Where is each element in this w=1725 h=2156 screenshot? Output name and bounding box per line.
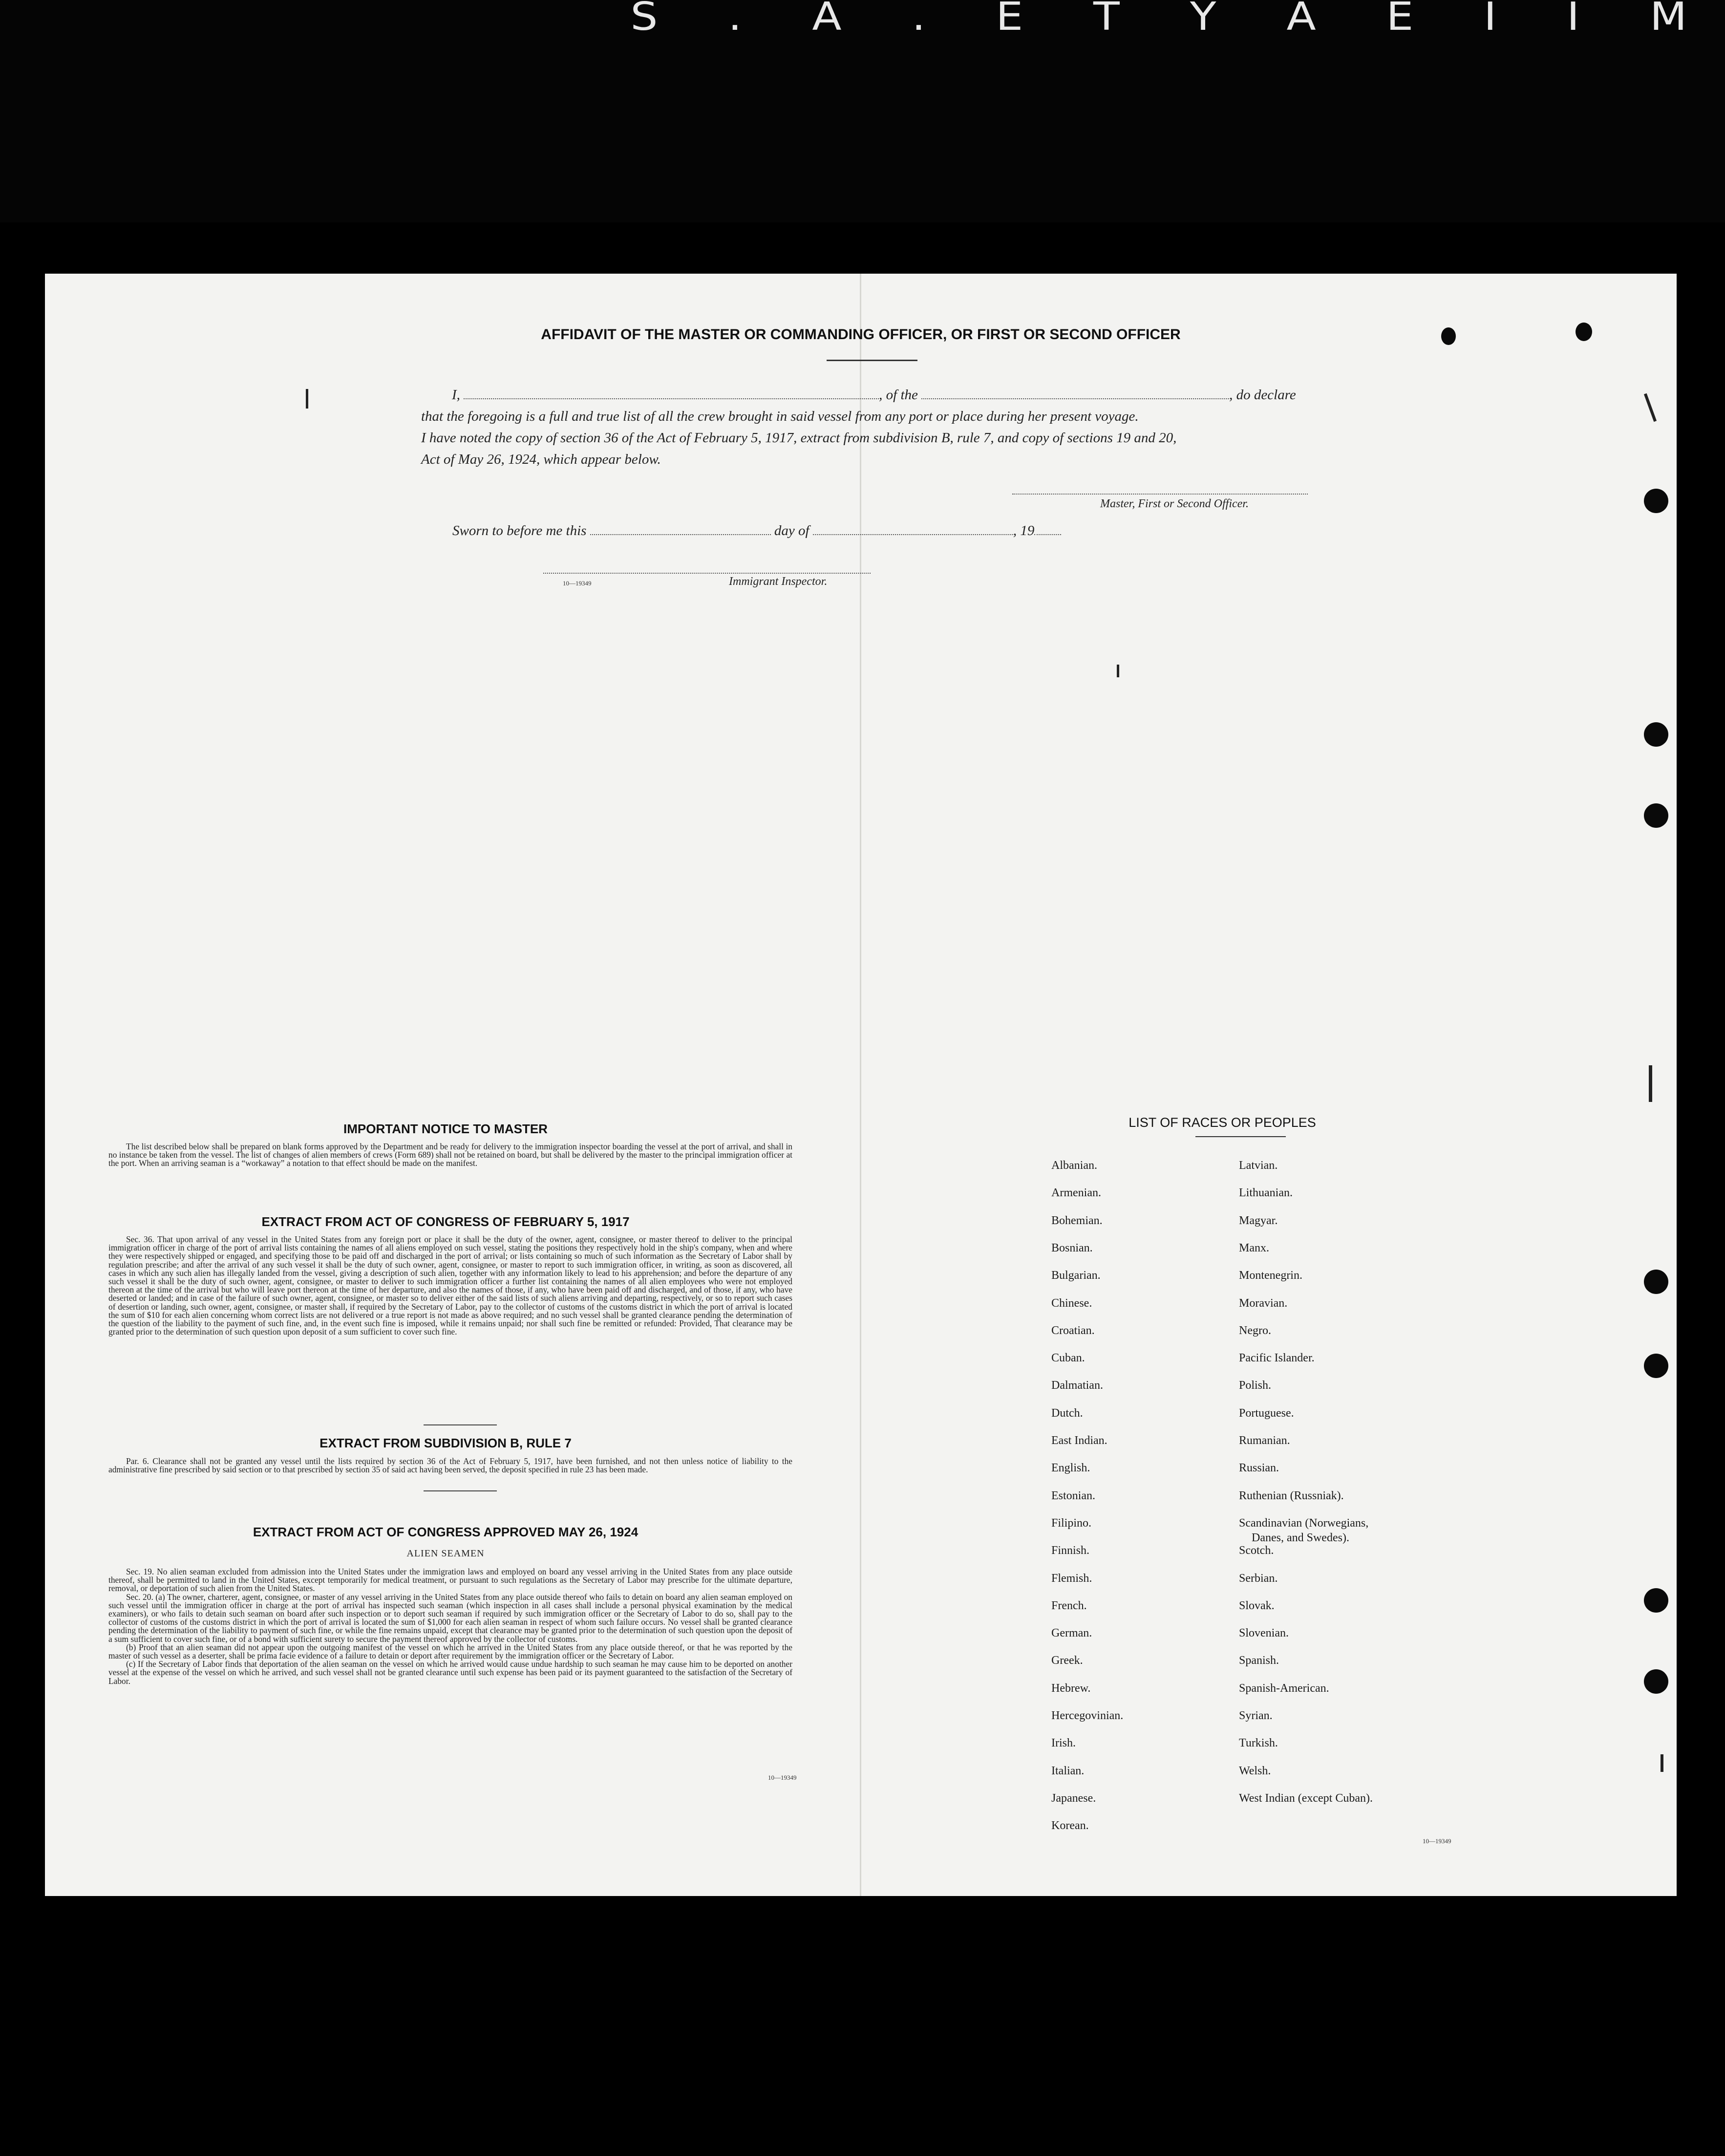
race-item: Armenian. xyxy=(1051,1186,1101,1199)
race-item: Japanese. xyxy=(1051,1792,1096,1805)
title-rule xyxy=(1195,1136,1286,1137)
scan-mark xyxy=(1649,1065,1652,1102)
act-1924-paragraph: (b) Proof that an alien seaman did not appear upon the outgoing manifest of the vessel on which he arrived in the United States from any place outside thereof, or that he was reported by the master of such vessel as a deserter, shall be prima facie evidence of a failure to detain or deport after requirement by the immigration officer or the Secretary of Labor. xyxy=(108,1642,792,1661)
race-item: Estonian. xyxy=(1051,1489,1095,1502)
affidavit-line1-mid: , of the xyxy=(879,387,918,403)
race-item: Magyar. xyxy=(1239,1214,1278,1227)
race-item: German. xyxy=(1051,1627,1092,1639)
act-1924-title: EXTRACT FROM ACT OF CONGRESS APPROVED MAY 26, 1924 xyxy=(253,1525,639,1539)
race-item: Negro. xyxy=(1239,1324,1271,1337)
inspector-signature-line xyxy=(543,573,871,574)
scan-mark xyxy=(306,389,308,409)
race-item: Ruthenian (Russniak). xyxy=(1239,1489,1344,1502)
film-header-text: S . A . E T Y A E I I M xyxy=(630,0,1715,39)
race-item: Spanish. xyxy=(1239,1654,1279,1667)
race-item: Latvian. xyxy=(1239,1159,1278,1172)
rule-7-paragraph: Par. 6. Clearance shall not be granted any vessel until the lists required by section 36 of the Act of February 5, 1917, have been furnished, and not then unless notice of liability to the administrative fine prescribed by said section or to that prescribed by section 35 of said act having been served, the deposit specified in rule 23 has been made. xyxy=(108,1456,792,1475)
affidavit-line-3: I have noted the copy of section 36 of the Act of February 5, 1917, extract from subdivision B, rule 7, and copy of sections 19 and 20, xyxy=(421,430,1177,446)
race-item: Portuguese. xyxy=(1239,1407,1294,1420)
alien-seamen-subtitle: ALIEN SEAMEN xyxy=(406,1548,485,1559)
notice-title: IMPORTANT NOTICE TO MASTER xyxy=(343,1121,548,1136)
sworn-year: , 19 xyxy=(1013,523,1035,539)
race-item: Greek. xyxy=(1051,1654,1083,1667)
sworn-month-blank xyxy=(813,523,1013,535)
act-1924-paragraph: Sec. 19. No alien seaman excluded from admission into the United States under the immigration laws and employed on board any vessel arriving in the United States from any place outside thereof, shall be permitted to land in the United States, except temporarily for medical treatment, or pursuant to such regulations as the Secretary of Labor may prescribe for the ultimate departure, removal, or deportation of such alien from the United States. xyxy=(108,1567,792,1594)
sworn-day-blank xyxy=(590,523,771,535)
section-rule xyxy=(424,1424,497,1425)
race-item: Montenegrin. xyxy=(1239,1269,1302,1282)
scan-mark xyxy=(1644,393,1657,422)
vessel-blank xyxy=(921,388,1229,399)
act-1917-body xyxy=(108,1235,792,1336)
race-item: Chinese. xyxy=(1051,1297,1092,1310)
race-item: Slovenian. xyxy=(1239,1627,1289,1639)
race-item: Bosnian. xyxy=(1051,1242,1093,1254)
race-item: Croatian. xyxy=(1051,1324,1095,1337)
race-item: Korean. xyxy=(1051,1819,1089,1832)
race-item: Dalmatian. xyxy=(1051,1379,1103,1392)
act-1924-paragraph: Sec. 20. (a) The owner, charterer, agent, consignee, or master of any vessel arriving in the United States from any place outside thereof who fails to detain on board any alien seaman employed on such vessel until the immigration officer in charge at the port of arrival has inspected such seaman (which inspection in all cases shall include a personal physical examination by the medical examiners), or who fails to detain such seaman on board after such inspection or to deport such seaman if required by such immigration officer or the Secretary of Labor to do so, shall pay to the collector of customs of the customs district in which the port of arrival is located the sum of $1,000 for each alien seaman in respect of whom such failure occurs. No vessel shall be granted clearance pending the determination of the liability to payment of such fine, or while the fine remains unpaid, except that clearance may be granted prior to the determination of such question upon the deposit of a sum sufficient to cover such fine, or of a bond with sufficient surety to secure the payment thereof approved by the collector of customs. xyxy=(108,1592,792,1644)
binder-hole-icon xyxy=(1644,1669,1668,1694)
act-1917-title: EXTRACT FROM ACT OF CONGRESS OF FEBRUARY 5, 1917 xyxy=(261,1214,630,1229)
race-item: Hebrew. xyxy=(1051,1682,1091,1695)
scan-mark xyxy=(1661,1754,1663,1772)
race-item: Irish. xyxy=(1051,1737,1076,1749)
master-signature-line xyxy=(1012,494,1308,495)
race-item: Russian. xyxy=(1239,1462,1279,1474)
race-item: French. xyxy=(1051,1599,1087,1612)
notice-body xyxy=(108,1143,792,1168)
race-item: Scotch. xyxy=(1239,1544,1274,1557)
race-item: Pacific Islander. xyxy=(1239,1352,1315,1364)
microfilm-strip xyxy=(0,0,1725,222)
binder-hole-icon xyxy=(1644,489,1668,513)
race-item: Finnish. xyxy=(1051,1544,1090,1557)
name-blank xyxy=(464,388,879,399)
race-item: Bohemian. xyxy=(1051,1214,1103,1227)
race-item: Cuban. xyxy=(1051,1352,1085,1364)
affidavit-title: AFFIDAVIT OF THE MASTER OR COMMANDING OFFICER, OR FIRST OR SECOND OFFICER xyxy=(541,326,1181,343)
rule-7-body xyxy=(108,1457,792,1474)
sworn-mid: day of xyxy=(774,523,809,539)
master-signature-caption: Master, First or Second Officer. xyxy=(1100,497,1249,510)
race-item: Serbian. xyxy=(1239,1572,1278,1585)
race-item: Bulgarian. xyxy=(1051,1269,1101,1282)
race-item: Danes, and Swedes). xyxy=(1252,1531,1349,1544)
document-page xyxy=(45,274,1677,1896)
race-item: Slovak. xyxy=(1239,1599,1275,1612)
affidavit-line-2: that the foregoing is a full and true list of all the crew brought in said vessel from any port or place during her present voyage. xyxy=(421,409,1139,424)
race-item: Hercegovinian. xyxy=(1051,1709,1124,1722)
section-rule xyxy=(424,1490,497,1491)
sworn-year-blank xyxy=(1034,523,1061,535)
affidavit-line1-end: , do declare xyxy=(1229,387,1296,403)
race-item: Moravian. xyxy=(1239,1297,1288,1310)
binder-hole-icon xyxy=(1644,1588,1668,1613)
race-item: Turkish. xyxy=(1239,1737,1278,1749)
binder-hole-icon xyxy=(1644,803,1668,828)
race-item: Flemish. xyxy=(1051,1572,1092,1585)
races-title: LIST OF RACES OR PEOPLES xyxy=(1129,1115,1316,1130)
act-1924-body xyxy=(108,1568,792,1685)
scan-mark xyxy=(1117,665,1119,677)
race-item: Syrian. xyxy=(1239,1709,1273,1722)
notice-paragraph: The list described below shall be prepared on blank forms approved by the Department and be ready for delivery to the immigration inspector boarding the vessel at the port of arrival, and shall in no instance be taken from the vessel. The list of changes of alien members of crews (Form 689) shall not be retained on board, but shall be delivered by the master to the principal immigration officer at the port. When an arriving seaman is a “workaway” a notation to that effect should be made on the manifest. xyxy=(108,1142,792,1168)
act-1917-paragraph: Sec. 36. That upon arrival of any vessel in the United States from any foreign port or place it shall be the duty of the owner, agent, consignee, or master thereof to deliver to the principal immigration officer in charge of the port of arrival lists containing the names of all aliens employed on such vessel, stating the positions they respectively hold in the ship's company, when and where they were respectively shipped or engaged, and specifying those to be paid off and discharged in the port of arrival; or lists containing so much of such information as the Secretary of Labor shall by regulation prescribe; and after the arrival of any such vessel it shall be the duty of such owner, agent, consignee, or master to report to such immigration officer, in writing, as soon as discovered, all cases in which any such alien has illegally landed from the vessel, giving a description of such alien, together with any information likely to lead to his apprehension; and before the departure of any such vessel it shall be the duty of such owner, agent, consignee, or master to deliver to such immigration officer a further list containing the names of all alien employees who were not employed thereon at the time of the arrival but who will leave port thereon at the time of her departure, and also the names of those, if any, who have been paid off and discharged, and of those, if any, who have deserted or landed; and in case of the failure of such owner, agent, consignee, or master so to deliver either of the said lists of such aliens arriving and departing, respectively, or so to report such cases of desertion or landing, such owner, agent, consignee, or master shall, if required by the Secretary of Labor, pay to the collector of customs of the customs district in which the port of arrival is located the sum of $10 for each alien concerning whom correct lists are not delivered or a true report is not made as above required; and no such vessel shall be granted clearance pending the determination of the question of the liability to the payment of such fine, and, in the event such fine is imposed, while it remains unpaid; nor shall such fine be remitted or refunded: Provided, That clearance may be granted prior to the determination of such question upon deposit of a sum sufficient to cover such fine. xyxy=(108,1234,792,1337)
race-item: Spanish-American. xyxy=(1239,1682,1329,1695)
binder-hole-icon xyxy=(1644,1270,1668,1294)
sworn-line xyxy=(452,523,1061,539)
race-item: Polish. xyxy=(1239,1379,1272,1392)
race-item: Welsh. xyxy=(1239,1765,1271,1777)
inspector-caption: Immigrant Inspector. xyxy=(729,575,828,588)
sworn-start: Sworn to before me this xyxy=(452,523,587,539)
race-item: Albanian. xyxy=(1051,1159,1097,1172)
race-item: Filipino. xyxy=(1051,1517,1092,1530)
race-item: East Indian. xyxy=(1051,1434,1107,1447)
race-item: Scandinavian (Norwegians, xyxy=(1239,1517,1369,1530)
affidavit-line1-start: I, xyxy=(452,387,460,403)
race-item: English. xyxy=(1051,1462,1090,1474)
act-1924-paragraph: (c) If the Secretary of Labor finds that deportation of the alien seaman on the vessel on which he arrived would cause undue hardship to such seaman he may cause him to be deported on another vessel at the expense of the vessel on which he arrived, and such vessel shall not be granted clearance until such expense has been paid or its payment guaranteed to the satisfaction of the Secretary of Labor. xyxy=(108,1659,792,1686)
binder-hole-icon xyxy=(1644,722,1668,747)
form-number: 10—19349 xyxy=(1423,1837,1451,1845)
rule-7-title: EXTRACT FROM SUBDIVISION B, RULE 7 xyxy=(319,1436,572,1450)
race-item: Lithuanian. xyxy=(1239,1186,1293,1199)
title-rule xyxy=(827,360,917,361)
binder-hole-icon xyxy=(1644,1354,1668,1378)
affidavit-line-1 xyxy=(452,387,1296,403)
race-item: West Indian (except Cuban). xyxy=(1239,1792,1373,1805)
fold-line xyxy=(860,274,861,1896)
race-item: Rumanian. xyxy=(1239,1434,1290,1447)
form-number: 10—19349 xyxy=(768,1774,797,1781)
affidavit-line-4: Act of May 26, 1924, which appear below. xyxy=(421,452,661,467)
race-item: Dutch. xyxy=(1051,1407,1083,1420)
form-number: 10—19349 xyxy=(563,580,592,587)
race-item: Italian. xyxy=(1051,1765,1085,1777)
race-item: Manx. xyxy=(1239,1242,1269,1254)
